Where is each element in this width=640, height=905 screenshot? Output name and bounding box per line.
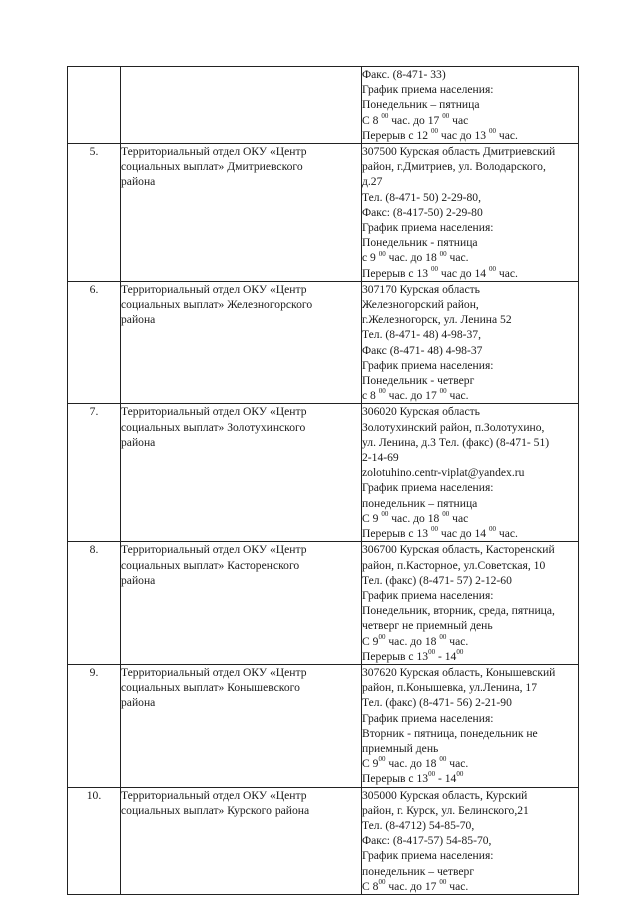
schedule-text: час. (495, 266, 518, 280)
schedule-line (362, 128, 578, 143)
schedule-line (362, 526, 578, 541)
superscript-minutes: 00 (439, 250, 447, 258)
row-number: 6. (68, 281, 121, 404)
superscript-minutes: 00 (439, 388, 447, 396)
schedule-text: час. (446, 634, 469, 648)
schedule-text: час (449, 511, 469, 525)
office-name-cell (121, 404, 362, 542)
contact-line: Золотухинский район, п.Золотухино, (362, 420, 545, 434)
office-name-cell (121, 67, 362, 144)
row-number: 5. (68, 144, 121, 282)
schedule-text: час. до 17 (385, 879, 440, 893)
table-row (68, 281, 579, 404)
schedule-text: с 8 (362, 389, 379, 403)
contact-line: район, п.Касторное, ул.Советская, 10 (362, 558, 546, 572)
table-row (68, 67, 579, 144)
schedule-text: час до 14 (437, 266, 489, 280)
contact-line: понедельник – четверг (362, 864, 475, 878)
office-name-line: района (121, 435, 156, 449)
contact-line: Тел. (8-4712) 54-85-70, (362, 818, 475, 832)
contact-line: График приема населения: (362, 849, 494, 863)
office-name-line: района (121, 696, 156, 710)
schedule-line (362, 266, 578, 281)
superscript-minutes: 00 (456, 771, 464, 779)
schedule-line (362, 879, 578, 894)
office-name-line: социальных выплат» Дмитриевского (121, 160, 303, 174)
schedule-text: С 9 (362, 757, 379, 771)
schedule-text: час (449, 113, 469, 127)
table-row (68, 787, 579, 894)
schedule-text: с 9 (362, 251, 379, 265)
schedule-text: С 9 (362, 511, 382, 525)
office-name-cell (121, 144, 362, 282)
contact-line: Тел. (8-471- 48) 4-98-37, (362, 328, 481, 342)
contact-line: ул. Ленина, д.3 Тел. (факс) (8-471- 51) (362, 435, 550, 449)
superscript-minutes: 00 (439, 878, 447, 886)
contact-line: 307620 Курская область, Конышевский (362, 665, 556, 679)
office-contact-cell (362, 404, 579, 542)
contact-line: 307500 Курская область Дмитриевский (362, 145, 556, 159)
superscript-minutes: 00 (442, 510, 450, 519)
office-contact-cell (362, 281, 579, 404)
contact-line: Факс. (8-471- 33) (362, 68, 446, 81)
contact-line: д.27 (362, 175, 383, 189)
office-name-line: социальных выплат» Касторенского (121, 558, 300, 572)
schedule-line (362, 511, 578, 526)
office-name-line: района (121, 175, 156, 189)
schedule-text: час. до 18 (385, 251, 440, 265)
contact-line: 307170 Курская область (362, 282, 480, 296)
table-row (68, 404, 579, 542)
contact-line: График приема населения: (362, 588, 494, 602)
superscript-minutes: 00 (442, 112, 450, 120)
superscript-minutes: 00 (428, 771, 436, 779)
contact-line: 305000 Курская область, Курский (362, 788, 528, 802)
office-name-line: района (121, 313, 156, 327)
superscript-minutes: 00 (378, 878, 386, 886)
schedule-text: час. до 17 (388, 113, 443, 127)
office-name-line: Территориальный отдел ОКУ «Центр (121, 145, 307, 159)
schedule-text: час. до 17 (385, 389, 440, 403)
schedule-line (362, 771, 578, 786)
schedule-text: час. (495, 128, 518, 142)
contact-line: 306020 Курская область (362, 405, 480, 419)
contact-line: Понедельник - четверг (362, 374, 475, 388)
office-name-line: социальных выплат» Золотухинского (121, 420, 306, 434)
contact-line: район, г.Дмитриев, ул. Володарского, (362, 160, 546, 174)
superscript-minutes: 00 (378, 250, 386, 258)
office-contact-cell (362, 787, 579, 894)
office-contact-cell (362, 542, 579, 665)
schedule-text: час. (446, 879, 469, 893)
contact-line: Понедельник – пятница (362, 98, 480, 112)
contact-line: Тел. (факс) (8-471- 57) 2-12-60 (362, 573, 512, 587)
schedule-text: Перерыв с 13 (362, 266, 431, 280)
contact-line: График приема населения: (362, 83, 494, 97)
contact-line: Вторник - пятница, понедельник не (362, 726, 538, 740)
contact-line: Железногорский район, (362, 298, 479, 312)
table-row (68, 664, 579, 787)
row-number: 7. (68, 404, 121, 542)
office-name-cell (121, 787, 362, 894)
schedule-text: С 9 (362, 634, 379, 648)
superscript-minutes: 00 (456, 648, 464, 656)
schedule-text: час. до 18 (385, 634, 440, 648)
schedule-text: Перерыв с 13 (362, 649, 429, 663)
schedule-text: час до 13 (437, 128, 489, 142)
schedule-line (362, 634, 578, 649)
superscript-minutes: 00 (378, 388, 386, 396)
table-row (68, 542, 579, 665)
contact-line: График приема населения: (362, 481, 494, 495)
office-contact-cell (362, 67, 579, 144)
row-number: 8. (68, 542, 121, 665)
contact-line: График приема населения: (362, 221, 494, 235)
superscript-minutes: 00 (430, 265, 438, 273)
contact-line: четверг не приемный день (362, 619, 493, 633)
schedule-line (362, 388, 578, 403)
offices-table (67, 66, 579, 895)
contact-line: район, п.Конышевка, ул.Ленина, 17 (362, 681, 537, 695)
superscript-minutes: 00 (430, 526, 438, 534)
superscript-minutes: 00 (381, 112, 389, 120)
superscript-minutes: 00 (381, 510, 389, 519)
contact-line: 2-14-69 (362, 451, 399, 465)
superscript-minutes: 00 (378, 633, 386, 641)
office-name-line: Территориальный отдел ОКУ «Центр (121, 788, 307, 802)
office-name-line: Территориальный отдел ОКУ «Центр (121, 543, 307, 557)
row-number (68, 67, 121, 144)
schedule-text: час. до 18 (388, 511, 443, 525)
contact-line: 306700 Курская область, Касторенский (362, 543, 555, 557)
contact-line: Тел. (8-471- 50) 2-29-80, (362, 190, 481, 204)
contact-line: Понедельник - пятница (362, 236, 478, 250)
superscript-minutes: 00 (430, 127, 438, 135)
schedule-text: час. (446, 757, 469, 771)
schedule-text: - 14 (435, 772, 457, 786)
schedule-text: Перерыв с 13 (362, 527, 431, 541)
superscript-minutes: 00 (378, 756, 386, 764)
superscript-minutes: 00 (488, 265, 496, 273)
office-name-line: Территориальный отдел ОКУ «Центр (121, 405, 307, 419)
contact-line: Факс: (8-417-57) 54-85-70, (362, 834, 492, 848)
superscript-minutes: 00 (488, 127, 496, 135)
schedule-text: Перерыв с 13 (362, 772, 429, 786)
office-name-line: социальных выплат» Железногорского (121, 298, 313, 312)
office-name-line: социальных выплат» Конышевского (121, 681, 300, 695)
office-name-line: Территориальный отдел ОКУ «Центр (121, 282, 307, 296)
schedule-line (362, 756, 578, 771)
contact-line: г.Железногорск, ул. Ленина 52 (362, 313, 512, 327)
contact-line: График приема населения: (362, 711, 494, 725)
table-row (68, 144, 579, 282)
office-name-line: Территориальный отдел ОКУ «Центр (121, 665, 307, 679)
schedule-text: час. (495, 527, 518, 541)
schedule-text: С 8 (362, 113, 382, 127)
schedule-text: час. до 18 (385, 757, 440, 771)
contact-line: Тел. (факс) (8-471- 56) 2-21-90 (362, 696, 512, 710)
schedule-text: - 14 (435, 649, 457, 663)
row-number: 9. (68, 664, 121, 787)
contact-line: Факс (8-471- 48) 4-98-37 (362, 343, 483, 357)
schedule-text: час до 14 (437, 527, 489, 541)
schedule-text: С 8 (362, 879, 379, 893)
office-name-line: социальных выплат» Курского района (121, 803, 310, 817)
schedule-text: час. (446, 389, 469, 403)
superscript-minutes: 00 (488, 526, 496, 534)
offices-table-body (68, 67, 579, 895)
office-name-cell (121, 542, 362, 665)
contact-line: Понедельник, вторник, среда, пятница, (362, 604, 555, 618)
schedule-line (362, 250, 578, 265)
contact-line: График приема населения: (362, 358, 494, 372)
office-contact-cell (362, 664, 579, 787)
contact-line: понедельник – пятница (362, 496, 478, 510)
superscript-minutes: 00 (439, 633, 447, 641)
schedule-text: час. (446, 251, 469, 265)
office-contact-cell (362, 144, 579, 282)
schedule-line (362, 649, 578, 664)
row-number: 10. (68, 787, 121, 894)
contact-line: приемный день (362, 741, 439, 755)
office-name-cell (121, 281, 362, 404)
schedule-text: Перерыв с 12 (362, 128, 431, 142)
schedule-line (362, 113, 578, 128)
office-name-cell (121, 664, 362, 787)
superscript-minutes: 00 (428, 648, 436, 656)
office-name-line: района (121, 573, 156, 587)
superscript-minutes: 00 (439, 756, 447, 764)
contact-line: zolotuhino.centr-viplat@yandex.ru (362, 466, 525, 480)
contact-line: район, г. Курск, ул. Белинского,21 (362, 803, 529, 817)
contact-line: Факс: (8-417-50) 2-29-80 (362, 205, 483, 219)
